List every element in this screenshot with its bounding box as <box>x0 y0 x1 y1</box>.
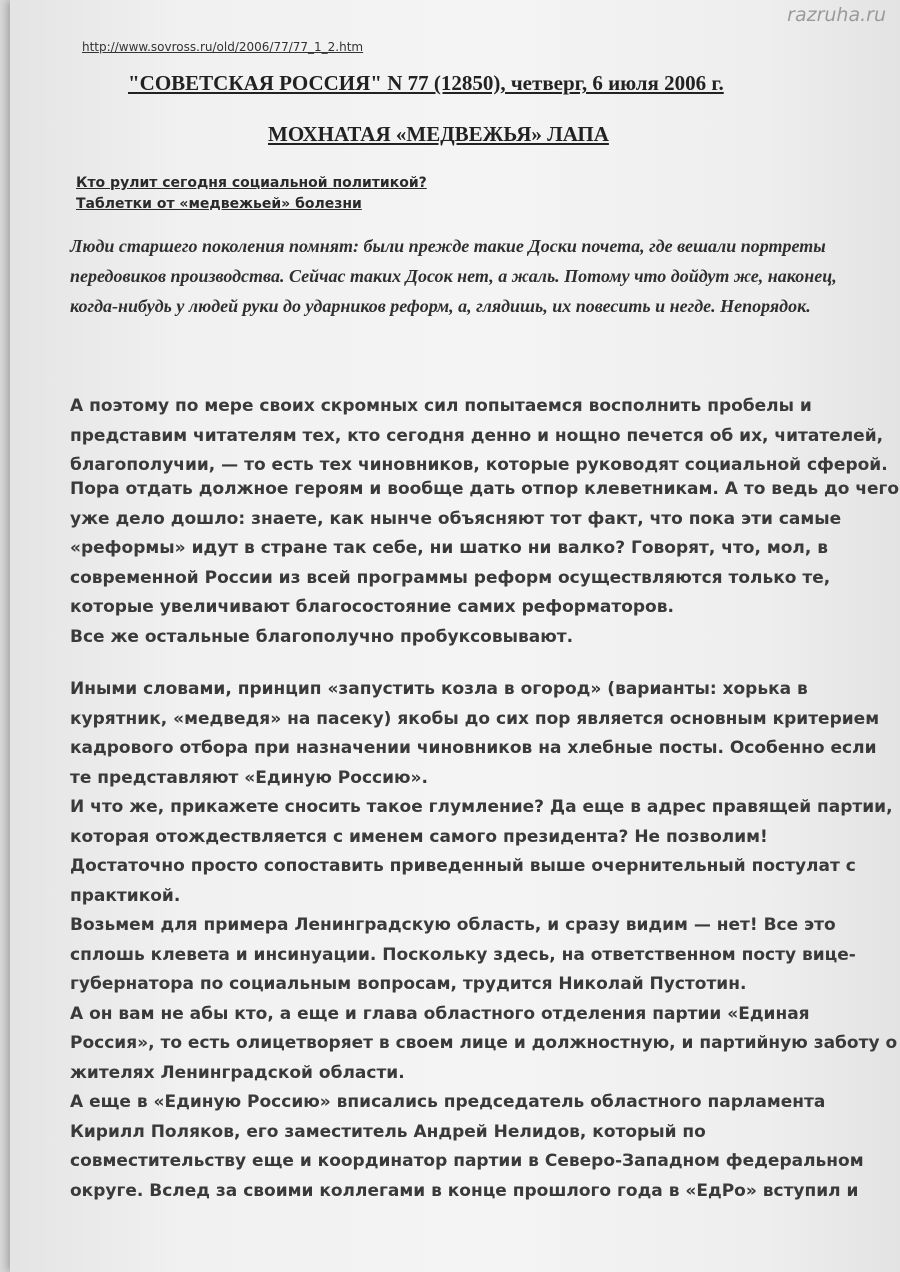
text-line: сплошь клевета и инсинуации. Поскольку здесь, на ответственном посту вице- <box>70 944 856 965</box>
text-line: которые увеличивают благосостояние самих реформаторов. <box>70 597 674 617</box>
article-lead: Люди старшего поколения помнят: были прежде такие Доски почета, где вешали портреты передовиков производства. Сейчас таких Досок нет, а жаль. Потому что дойдут же, наконец, когда-нибудь у людей руки до ударников реформ, а, глядишь, их повесить и негде. Непорядок. <box>70 236 837 316</box>
text-line: И что же, прикажете сносить такое глумление? Да еще в адрес правящей партии, <box>70 797 893 817</box>
text-line: практикой. <box>70 885 181 906</box>
text-line: Россия», то есть олицетворяет в своем лице и должностную, и партийную заботу о <box>70 1033 898 1053</box>
subtitle-line: Кто рулит сегодня социальной политикой? <box>76 175 427 191</box>
text-line: кадрового отбора при назначении чиновников на хлебные посты. Особенно если <box>70 738 877 758</box>
paper-sheet <box>10 0 900 1272</box>
text-line: губернатора по социальным вопросам, трудится Николай Пустотин. <box>70 974 747 994</box>
body-paragraph-2 <box>70 475 900 652</box>
source-url: http://www.sovross.ru/old/2006/77/77_1_2.htm <box>82 40 364 54</box>
text-line: А еще в «Единую Россию» вписались председатель областного парламента <box>70 1092 826 1112</box>
text-line: Пора отдать должное героям и вообще дать отпор клеветникам. А то ведь до чего <box>70 479 900 499</box>
text-line: совместительству еще и координатор партии в Северо-Западном федеральном <box>70 1151 864 1171</box>
text-line: А он вам не абы кто, а еще и глава областного отделения партии «Единая <box>70 1003 810 1024</box>
text-line: Иными словами, принцип «запустить козла в огород» (варианты: хорька в <box>70 679 808 699</box>
text-line: те представляют «Единую Россию». <box>70 767 428 788</box>
text-line: которая отождествляется с именем самого президента? Не позволим! <box>70 826 768 847</box>
text-line: Все же остальные благополучно пробуксовывают. <box>70 626 574 647</box>
article-title: МОХНАТАЯ «МЕДВЕЖЬЯ» ЛАПА <box>268 122 609 146</box>
text-line: «реформы» идут в стране так себе, ни шатко ни валко? Говорят, что, мол, в <box>70 538 829 558</box>
text-line: благополучии, — то есть тех чиновников, которые руководят социальной сферой. <box>70 455 888 475</box>
text-line: курятник, «медведя» на пасеку) якобы до сих пор является основным критерием <box>70 708 880 729</box>
text-line: Возьмем для примера Ленинградскую область, и сразу видим — нет! Все это <box>70 915 836 935</box>
text-line: А поэтому по мере своих скромных сил попытаемся восполнить пробелы и <box>70 396 812 416</box>
text-line: жителях Ленинградской области. <box>70 1062 405 1083</box>
text-line: Достаточно просто сопоставить приведенный выше очернительный постулат с <box>70 856 856 876</box>
newspaper-masthead: "СОВЕТСКАЯ РОССИЯ" N 77 (12850), четверг, 6 июля 2006 г. <box>128 71 724 95</box>
text-line: представим читателям тех, кто сегодня денно и нощно печется об их, читателей, <box>70 425 884 446</box>
text-line: округе. Вслед за своими коллегами в конце прошлого года в «ЕдРо» вступил и <box>70 1180 859 1201</box>
subtitle-line: Таблетки от «медвежьей» болезни <box>76 196 362 212</box>
body-paragraph-3 <box>70 675 898 1206</box>
watermark: razruha.ru <box>787 4 886 26</box>
text-line: уже дело дошло: знаете, как нынче объясняют тот факт, что пока эти самые <box>70 508 842 529</box>
text-line: Кирилл Поляков, его заместитель Андрей Нелидов, который по <box>70 1121 706 1142</box>
text-line: современной России из всей программы реформ осуществляются только те, <box>70 567 831 588</box>
body-paragraph-1 <box>70 392 888 481</box>
article-subtitles <box>76 173 427 215</box>
